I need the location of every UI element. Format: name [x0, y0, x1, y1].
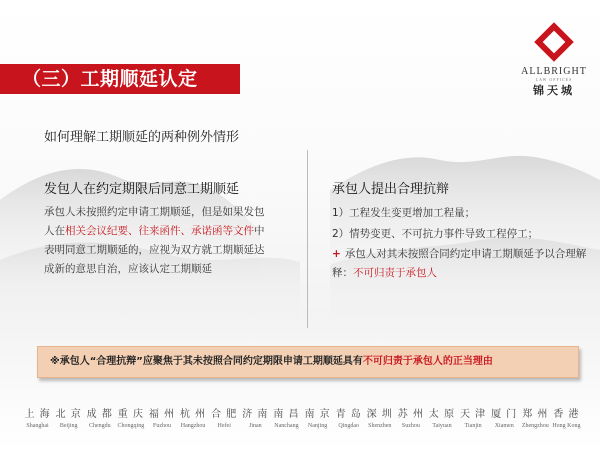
footer-city-cn: 成 都	[86, 409, 113, 420]
footer-city-en: Nanjing	[307, 423, 328, 429]
footer-city	[395, 408, 426, 431]
left-paragraph-text-2: 中表明同意工期顺延的，应视为双方就工期顺延达成新的意思自治，应该认定工期顺延	[44, 225, 265, 275]
footer-city-en: Hangzhou	[180, 423, 206, 429]
right-column	[332, 178, 588, 283]
right-column-title: 承包人提出合理抗辩	[332, 182, 450, 197]
footer-city-en: Zhengzhou	[521, 423, 549, 429]
footer-city-en: Taiyuan	[432, 423, 452, 429]
footer-city	[115, 408, 146, 431]
page-title: （三）工期顺延认定	[22, 68, 198, 90]
footer-city	[84, 408, 115, 431]
footer-city	[364, 408, 395, 431]
footer-city-cn: 香 港	[553, 409, 580, 420]
right-list-item-2: 2）情势变更、不可抗力事件导致工程停工；	[332, 228, 539, 240]
footer-city	[22, 408, 53, 431]
left-column	[44, 178, 266, 279]
notice-text-main: 承包人“合理抗辩”应聚焦于其未按照合同约定期限申请工期顺延具有	[59, 356, 363, 367]
footer-city-en: Xiamen	[494, 423, 514, 429]
footer-city-en: Suzhou	[401, 423, 420, 429]
plus-icon: +	[332, 248, 341, 260]
footer-city-cn: 重 庆	[117, 409, 144, 420]
footer-city	[458, 408, 489, 431]
notice-bullet: ※	[50, 356, 60, 367]
footer-city	[551, 408, 582, 431]
footer-city-en: Shenzhen	[368, 423, 392, 429]
right-list-item-3	[332, 245, 588, 283]
footer-city-cn: 杭 州	[180, 409, 207, 420]
right-list-item-1: 1）工程发生变更增加工程量；	[332, 207, 476, 219]
footer-city	[178, 408, 209, 431]
footer-city-en: Tianjin	[464, 423, 482, 429]
footer-city-cn: 北 京	[55, 409, 82, 420]
left-column-title: 发包人在约定期限后同意工期顺延	[44, 182, 240, 197]
section-question: 如何理解工期顺延的两种例外情形	[44, 130, 240, 145]
logo-chinese-name: 锦天城	[533, 85, 575, 97]
logo-text	[518, 66, 590, 98]
logo-subtitle: LAW OFFICES	[535, 77, 573, 82]
footer-city-en: Beijing	[59, 423, 78, 429]
footer-city-cn: 太 原	[428, 409, 456, 420]
footer-city-cn: 苏 州	[397, 409, 424, 420]
footer-city-en: Jinan	[248, 423, 262, 429]
footer-city	[271, 408, 302, 431]
footer-city-en: Fuzhou	[152, 423, 171, 429]
footer-city-en: Hong Kong	[552, 423, 581, 429]
footer-city-en: Qingdao	[338, 423, 359, 429]
left-paragraph-text-1: 承包人未按照约定申请工期顺延，但是如果发包人在	[44, 206, 265, 237]
footer-city	[489, 408, 520, 431]
footer-city	[302, 408, 333, 431]
footer-city-cn: 济 南	[242, 409, 269, 420]
footer-city-en: Shanghai	[26, 423, 49, 429]
footer-city-cn: 深 圳	[366, 409, 393, 420]
left-paragraph-highlight: 相关会议纪要、往来函件、承诺函等文件	[65, 225, 254, 237]
footer-city-en: Chengdu	[88, 423, 111, 429]
footer-city	[333, 408, 364, 431]
footer-city-cn: 上 海	[24, 409, 51, 420]
footer-city	[53, 408, 84, 431]
column-divider	[307, 150, 308, 328]
notice-box	[37, 346, 579, 378]
footer-city	[209, 408, 240, 431]
footer-city	[240, 408, 271, 431]
footer-city	[146, 408, 177, 431]
notice-text-highlight: 不可归责于承包人的正当理由	[362, 356, 493, 367]
logo-name: ALLBRIGHT	[521, 66, 587, 77]
footer-city	[426, 408, 457, 431]
footer-city-cn: 南 昌	[273, 409, 300, 420]
footer-city-cn: 南 京	[304, 409, 331, 420]
footer-city-cn: 青 岛	[335, 409, 362, 420]
footer-city-cn: 合 肥	[211, 409, 238, 420]
footer-city-en: Chongqing	[117, 423, 145, 429]
notice-text	[50, 347, 493, 377]
footer-city-cn: 福 州	[148, 409, 176, 420]
footer-city-cn: 厦 门	[491, 409, 518, 420]
title-banner	[0, 64, 240, 94]
footer-city-en: Nanchang	[274, 423, 299, 429]
footer-city-en: Hefei	[217, 423, 231, 429]
footer-city-cn: 郑 州	[522, 409, 549, 420]
left-paragraph	[44, 203, 266, 279]
right-list-item-3-text: 承包人对其未按照合同约定申请工期顺延予以合理解释：	[332, 248, 587, 279]
footer-city-cn: 天 津	[460, 409, 487, 420]
footer-city	[520, 408, 551, 431]
right-list-item-3-highlight: 不可归责于承包人	[353, 267, 437, 279]
